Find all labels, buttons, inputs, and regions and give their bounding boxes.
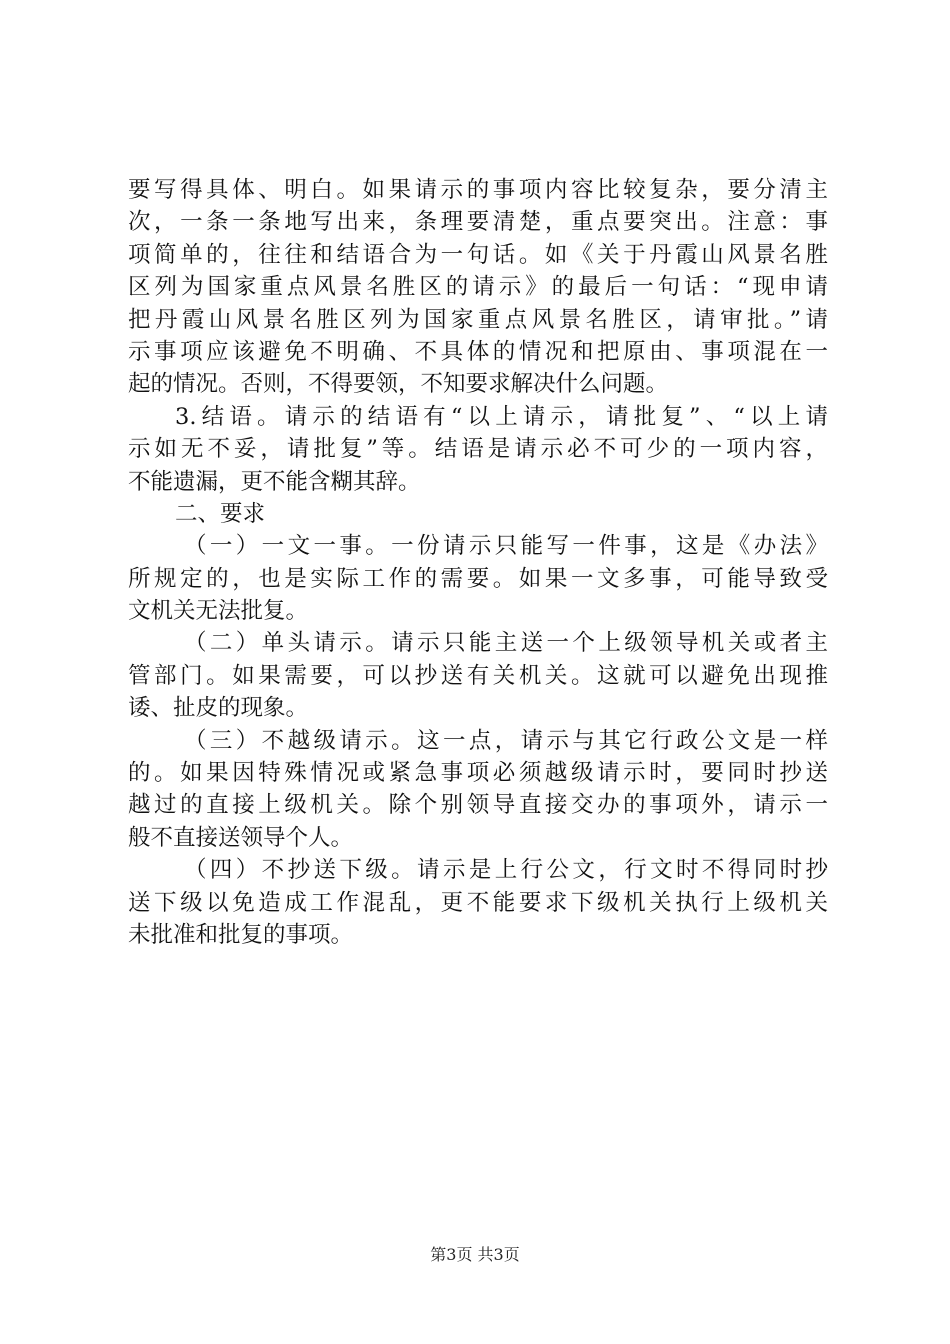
page-number: 第3页 共3页 — [430, 1245, 520, 1264]
text-line: 般不直接送领导个人。 — [128, 824, 354, 851]
text-line: 文机关无法批复。 — [128, 598, 309, 625]
text-line: （三）不越级请示。这一点，请示与其它行政公文是一样 — [184, 727, 828, 754]
text-line: 把丹霞山风景名胜区列为国家重点风景名胜区，请审批。”请 — [128, 306, 828, 333]
text-line: 的。如果因特殊情况或紧急事项必须越级请示时，要同时抄送 — [128, 760, 828, 787]
text-line: 管部门。如果需要，可以抄送有关机关。这就可以避免出现推 — [128, 662, 828, 689]
text-line: 不能遗漏，更不能含糊其辞。 — [128, 468, 421, 495]
section-heading: 二、要求 — [175, 500, 266, 527]
text-line: 未批准和批复的事项。 — [128, 921, 354, 948]
text-line: 要写得具体、明白。如果请示的事项内容比较复杂，要分清主 — [128, 177, 828, 203]
text-line: 所规定的，也是实际工作的需要。如果一文多事，可能导致受 — [128, 565, 828, 592]
text-line: （一）一文一事。一份请示只能写一件事，这是《办法》 — [184, 533, 828, 560]
text-line: 项简单的，往往和结语合为一句话。如《关于丹霞山风景名胜 — [128, 241, 828, 268]
text-line: 诿、扯皮的现象。 — [128, 695, 309, 722]
text-line: 3.结语。请示的结语有“以上请示，请批复”、“以上请 — [175, 403, 828, 430]
text-line: 次，一条一条地写出来，条理要清楚，重点要突出。注意：事 — [128, 209, 828, 236]
text-line: 区列为国家重点风景名胜区的请示》的最后一句话：“现申请 — [128, 274, 828, 301]
text-line: （二）单头请示。请示只能主送一个上级领导机关或者主 — [184, 630, 828, 657]
text-line: 示如无不妥，请批复”等。结语是请示必不可少的一项内容， — [128, 436, 828, 463]
text-line: 越过的直接上级机关。除个别领导直接交办的事项外，请示一 — [128, 792, 828, 819]
text-line: 送下级以免造成工作混乱，更不能要求下级机关执行上级机关 — [128, 889, 828, 916]
text-line: 起的情况。否则，不得要领，不知要求解决什么问题。 — [128, 371, 669, 398]
text-line: （四）不抄送下级。请示是上行公文，行文时不得同时抄 — [184, 857, 828, 884]
document-body — [128, 174, 828, 951]
text-line: 示事项应该避免不明确、不具体的情况和把原由、事项混在一 — [128, 338, 828, 365]
